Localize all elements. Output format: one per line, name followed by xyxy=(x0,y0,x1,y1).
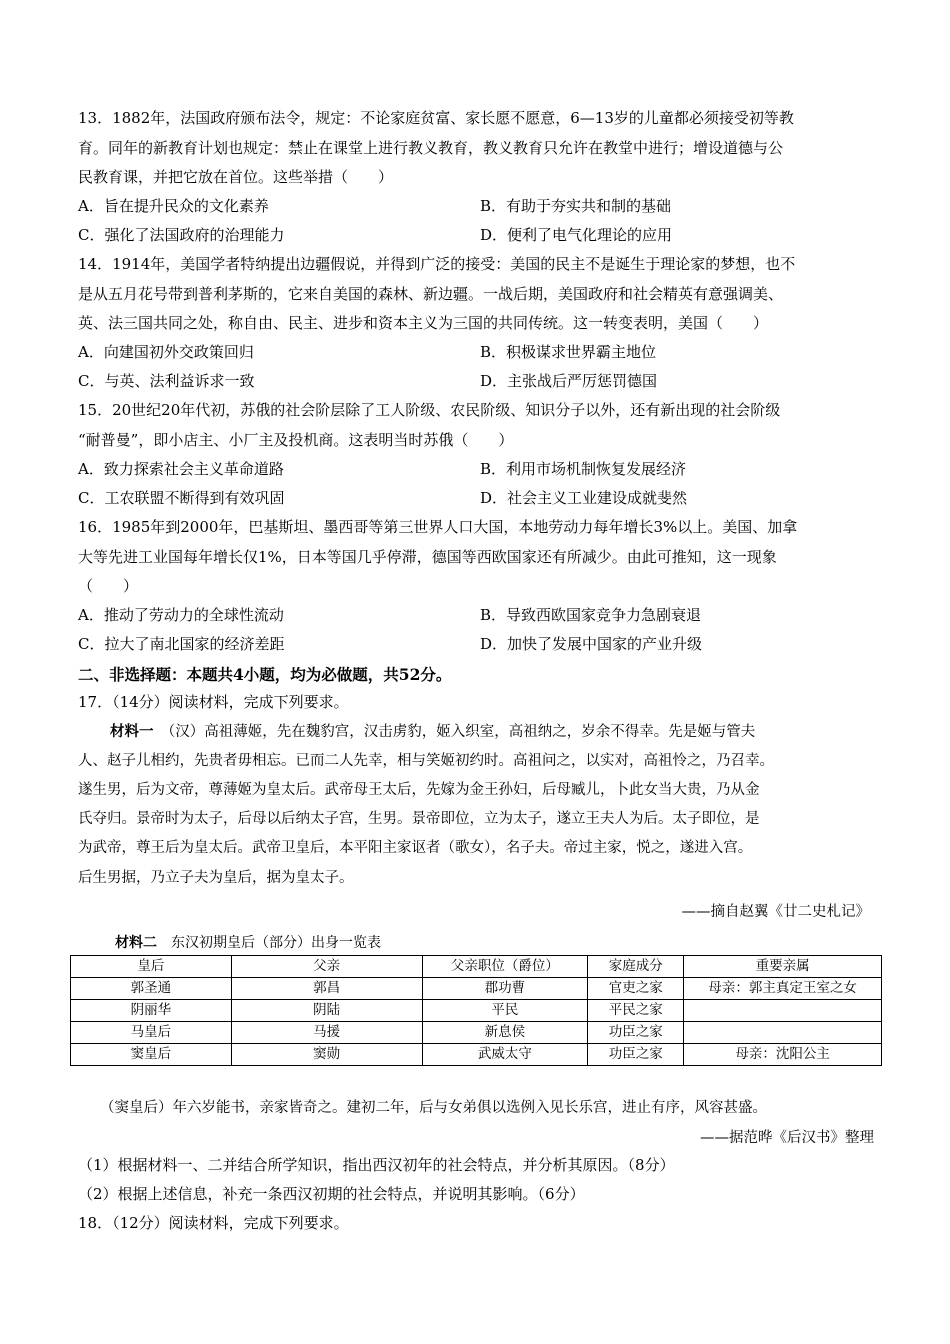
q17-requirement1: （1）根据材料一、二并结合所学知识，指出西汉初年的社会特点，并分析其原因。（8分） xyxy=(78,1156,675,1174)
q16-stem-line1: 16．1985年到2000年，巴基斯坦、墨西哥等第三世界人口大国，本地劳动力每年增长3%以上。美国、加拿 xyxy=(78,518,798,536)
table-cell: 阴陆 xyxy=(231,1000,422,1022)
material2-source: ——据范晔《后汉书》整理 xyxy=(700,1130,874,1146)
section-heading: 二、非选择题：本题共4小题，均为必做题，共52分。 xyxy=(78,665,452,684)
q14-option-d: D．主张战后严厉惩罚德国 xyxy=(480,372,658,390)
table-cell xyxy=(684,1000,882,1022)
q17-requirement2: （2）根据上述信息，补充一条西汉初期的社会特点，并说明其影响。（6分） xyxy=(78,1185,585,1203)
q16-option-d: D．加快了发展中国家的产业升级 xyxy=(480,635,703,653)
table-header-cell: 皇后 xyxy=(71,956,232,978)
q18-intro: 18．（12分）阅读材料，完成下列要求。 xyxy=(78,1214,349,1232)
empress-origins-table xyxy=(70,955,882,1066)
table-header-cell: 家庭成分 xyxy=(588,956,684,978)
q16-option-c: C．拉大了南北国家的经济差距 xyxy=(78,635,285,653)
table-row xyxy=(71,1022,882,1044)
q15-stem-line1: 15．20世纪20年代初，苏俄的社会阶层除了工人阶级、农民阶级、知识分子以外，还有新出现的社会阶级 xyxy=(78,401,781,419)
table-cell: 平民之家 xyxy=(588,1000,684,1022)
table-cell: 郭昌 xyxy=(231,978,422,1000)
material1-label: 材料一 xyxy=(110,724,154,740)
q17-material1-line1 xyxy=(110,722,910,742)
material1-text-line1: （汉）高祖薄姬，先在魏豹宫，汉击虏豹，姬入织室，高祖纳之，岁余不得幸。先是姬与管夫 xyxy=(168,724,756,740)
q16-stem-line2: 大等先进工业国每年增长仅1%，日本等国几乎停滞，德国等西欧国家还有所减少。由此可推知，这一现象 xyxy=(78,548,777,566)
q16-option-b: B．导致西欧国家竞争力急剧衰退 xyxy=(480,606,702,624)
q14-stem-line3: 英、法三国共同之处，称自由、民主、进步和资本主义为三国的共同传统。这一转变表明，美国（ ） xyxy=(78,314,769,332)
q13-option-a: A．旨在提升民众的文化素养 xyxy=(78,197,269,215)
table-cell: 马皇后 xyxy=(71,1022,232,1044)
material2-label: 材料二 xyxy=(115,935,157,951)
table-cell: 窦勋 xyxy=(231,1044,422,1066)
table-header-cell: 父亲职位（爵位） xyxy=(422,956,588,978)
table-cell: 新息侯 xyxy=(422,1022,588,1044)
q13-option-d: D．便利了电气化理论的应用 xyxy=(480,226,673,244)
material2-note: （窦皇后）年六岁能书，亲家皆奇之。建初二年，后与女弟俱以选例入见长乐宫，进止有序，风容甚盛。 xyxy=(100,1100,767,1116)
table-header-cell: 重要亲属 xyxy=(684,956,882,978)
table-cell: 郭圣通 xyxy=(71,978,232,1000)
table-cell: 窦皇后 xyxy=(71,1044,232,1066)
q14-stem-line1: 14．1914年，美国学者特纳提出边疆假说，并得到广泛的接受：美国的民主不是诞生于理论家的梦想，也不 xyxy=(78,255,796,273)
q16-stem-line3: （ ） xyxy=(78,577,139,595)
table-cell: 母亲：郭主真定王室之女 xyxy=(684,978,882,1000)
q14-option-b: B．积极谋求世界霸主地位 xyxy=(480,343,657,361)
q17-material1-line2: 人、赵子儿相约，先贵者毋相忘。已而二人先幸，相与笑姬初约时。高祖问之，以实对，高祖怜之，乃召幸。 xyxy=(78,753,774,769)
q17-material1-line6: 后生男据，乃立子夫为皇后，据为皇太子。 xyxy=(78,870,354,886)
q14-option-a: A．向建国初外交政策回归 xyxy=(78,343,254,361)
q14-stem-line2: 是从五月花号带到普利茅斯的，它来自美国的森林、新边疆。一战后期，美国政府和社会精英有意强调美、 xyxy=(78,285,784,303)
q15-option-a: A．致力探索社会主义革命道路 xyxy=(78,460,284,478)
table-cell: 功臣之家 xyxy=(588,1044,684,1066)
table-cell: 马援 xyxy=(231,1022,422,1044)
table-cell: 阴丽华 xyxy=(71,1000,232,1022)
table-header-row xyxy=(71,956,882,978)
table-header-cell: 父亲 xyxy=(231,956,422,978)
table-cell: 功臣之家 xyxy=(588,1022,684,1044)
table-cell: 武威太守 xyxy=(422,1044,588,1066)
table-cell: 平民 xyxy=(422,1000,588,1022)
q16-option-a: A．推动了劳动力的全球性流动 xyxy=(78,606,284,624)
table-row xyxy=(71,1044,882,1066)
material2-title: 东汉初期皇后（部分）出身一览表 xyxy=(171,935,381,951)
q17-material1-line3: 遂生男，后为文帝，尊薄姬为皇太后。武帝母王太后，先嫁为金王孙妇，后母臧儿，卜此女当大贵，乃从金 xyxy=(78,782,760,798)
table-row xyxy=(71,978,882,1000)
q17-material1-line5: 为武帝，尊王后为皇太后。武帝卫皇后，本平阳主家讴者（歌女），名子夫。帝过主家，悦之，遂进入宫。 xyxy=(78,840,753,856)
material1-source: ——摘自赵翼《廿二史札记》 xyxy=(681,904,870,920)
table-cell: 母亲：沈阳公主 xyxy=(684,1044,882,1066)
q13-stem-line3: 民教育课，并把它放在首位。这些举措（ ） xyxy=(78,168,394,186)
q15-option-b: B．利用市场机制恢复发展经济 xyxy=(480,460,687,478)
q15-option-c: C．工农联盟不断得到有效巩固 xyxy=(78,489,285,507)
q17-intro: 17．（14分）阅读材料，完成下列要求。 xyxy=(78,693,349,711)
q15-option-d: D．社会主义工业建设成就斐然 xyxy=(480,489,688,507)
q13-stem-line2: 育。同年的新教育计划也规定：禁止在课堂上进行教义教育，教义教育只允许在教堂中进行；增设道德与公 xyxy=(78,139,784,157)
q14-option-c: C．与英、法利益诉求一致 xyxy=(78,372,255,390)
q13-stem-line1: 13．1882年，法国政府颁布法令，规定：不论家庭贫富、家长愿不愿意，6—13岁的儿童都必须接受初等教 xyxy=(78,109,794,127)
q15-stem-line2: “耐普曼”，即小店主、小厂主及投机商。这表明当时苏俄（ ） xyxy=(78,431,514,449)
table-row xyxy=(71,1000,882,1022)
table-cell xyxy=(684,1022,882,1044)
table-cell: 郡功曹 xyxy=(422,978,588,1000)
q17-material1-line4: 氏夺归。景帝时为太子，后母以后纳太子宫，生男。景帝即位，立为太子，遂立王夫人为后。太子即位，是 xyxy=(78,811,760,827)
q13-option-c: C．强化了法国政府的治理能力 xyxy=(78,226,285,244)
q13-option-b: B．有助于夯实共和制的基础 xyxy=(480,197,672,215)
table-cell: 官吏之家 xyxy=(588,978,684,1000)
material2-caption xyxy=(115,932,381,952)
